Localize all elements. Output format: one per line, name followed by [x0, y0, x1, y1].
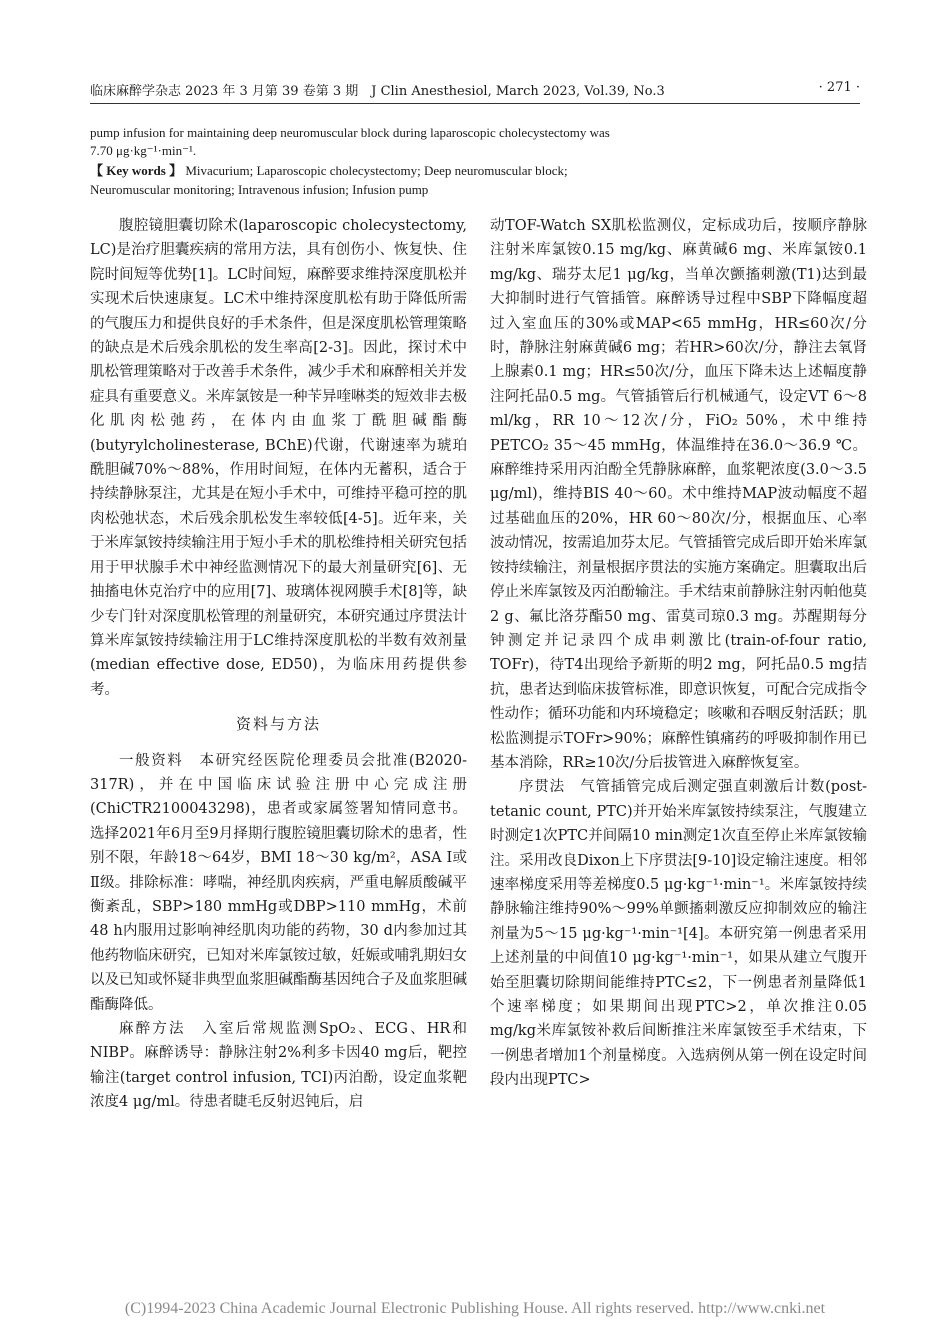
keywords-line	[90, 162, 810, 180]
header-rule	[90, 103, 860, 104]
right-column	[490, 214, 867, 1093]
abstract-line: pump infusion for maintaining deep neuromuscular block during laparoscopic cholecystectomy was	[90, 125, 610, 140]
anesthesia-paragraph: 麻醉方法 入室后常规监测SpO₂、ECG、HR和NIBP。麻醉诱导：静脉注射2%利多卡因40 mg后，靶控输注(target control infusion, TCI)丙泊酚，设定血浆靶浓度4 μg/ml。待患者睫毛反射迟钝后，启	[90, 1021, 467, 1111]
intro-paragraph: 腹腔镜胆囊切除术(laparoscopic cholecystectomy, LC)是治疗胆囊疾病的常用方法，具有创伤小、恢复快、住院时间短等优势[1]。LC时间短，麻醉要求维持深度肌松并实现术后快速康复。LC术中维持深度肌松有助于降低所需的气腹压力和提供良好的手术条件，但是深度肌松管理策略的缺点是术后残余肌松的发生率高[2-3]。因此，探讨术中肌松管理策略对于改善手术条件，减少手术和麻醉相关并发症具有重要意义。米库氯铵是一种苄异喹啉类的短效非去极化肌肉松弛药，在体内由血浆丁酰胆碱酯酶(butyrylcholinesterase, BChE)代谢，代谢速率为琥珀酰胆碱70%～88%，作用时间短，在体内无蓄积，适合于持续静脉泵注，尤其是在短小手术中，可维持平稳可控的肌肉松弛状态，术后残余肌松发生率较低[4-5]。近年来，关于米库氯铵持续输注用于短小手术的肌松维持相关研究包括用于甲状腺手术中神经监测情况下的最大剂量研究[6]、无抽搐电休克治疗中的应用[7]、玻璃体视网膜手术[8]等，缺少专门针对深度肌松管理的剂量研究，本研究通过序贯法计算米库氯铵持续输注用于LC维持深度肌松的半数有效剂量(median effective dose, ED50)，为临床用药提供参考。	[90, 218, 467, 698]
anesthesia-continued-paragraph: 动TOF-Watch SX肌松监测仪，定标成功后，按顺序静脉注射米库氯铵0.15 mg/kg、麻黄碱6 mg、米库氯铵0.1 mg/kg、瑞芬太尼1 μg/kg，当单次颤搐刺激(T1)达到最大抑制时进行气管插管。麻醉诱导过程中SBP下降幅度超过入室血压的30%或MAP<65 mmHg，HR≤60次/分时，静脉注射麻黄碱6 mg；若HR>60次/分，静注去氧肾上腺素0.1 mg；HR≤50次/分，血压下降未达上述幅度静注阿托品0.5 mg。气管插管后行机械通气，设定VT 6～8 ml/kg，RR 10～12次/分，FiO₂ 50%，术中维持PETCO₂ 35～45 mmHg，体温维持在36.0～36.9 ℃。麻醉维持采用丙泊酚全凭静脉麻醉，血浆靶浓度(3.0～3.5 μg/ml)，维持BIS 40～60。术中维持MAP波动幅度不超过基础血压的20%，HR 60～80次/分，根据血压、心率波动情况，按需追加芬太尼。气管插管完成后即开始米库氯铵持续输注，剂量根据序贯法的实施方案确定。胆囊取出后停止米库氯铵及丙泊酚输注。手术结束前静脉注射丙帕他莫2 g、氟比洛芬酯50 mg、雷莫司琼0.3 mg。苏醒期每分钟测定并记录四个成串刺激比(train-of-four ratio, TOFr)，待T4出现给予新斯的明2 mg，阿托品0.5 mg拮抗，患者达到临床拔管标准，即意识恢复，可配合完成指令性动作；循环功能和内环境稳定；咳嗽和吞咽反射活跃；肌松监测提示TOFr>90%；麻醉性镇痛药的呼吸抑制作用已基本消除，RR≥10次/分后拔管进入麻醉恢复室。	[490, 218, 867, 771]
copyright-footer: (C)1994-2023 China Academic Journal Electronic Publishing House. All rights reserved. http://www.cnki.net	[124, 1300, 826, 1317]
general-data-paragraph: 一般资料 本研究经医院伦理委员会批准(B2020-317R)，并在中国临床试验注册中心完成注册(ChiCTR2100043298)，患者或家属签署知情同意书。选择2021年6月至9月择期行腹腔镜胆囊切除术的患者，性别不限，年龄18～64岁，BMI 18～30 kg/m²，ASA Ⅰ或Ⅱ级。排除标准：哮喘，神经肌肉疾病，严重电解质酸碱平衡紊乱，SBP>180 mmHg或DBP>110 mmHg，术前48 h内服用过影响神经肌肉功能的药物，30 d内参加过其他药物临床研究，已知对米库氯铵过敏，妊娠或哺乳期妇女以及已知或怀疑非典型血浆胆碱酯酶基因纯合子及血浆胆碱酯酶降低。	[90, 752, 467, 1013]
keywords-label: 【 Key words 】	[90, 163, 183, 178]
page-number: · 271 ·	[818, 80, 860, 95]
keywords-text: Mivacurium; Laparoscopic cholecystectomy; Deep neuromuscular block;	[182, 163, 568, 178]
sequential-method-paragraph: 序贯法 气管插管完成后测定强直刺激后计数(post-tetanic count, PTC)并开始米库氯铵持续泵注，气腹建立时测定1次PTC并间隔10 min测定1次直至停止米库氯铵输注。采用改良Dixon上下序贯法[9-10]设定输注速度。相邻速率梯度采用等差梯度0.5 μg·kg⁻¹·min⁻¹。米库氯铵持续静脉输注维持90%～99%单颤搐刺激反应抑制效应的输注剂量为5～15 μg·kg⁻¹·min⁻¹[4]。本研究第一例患者采用上述剂量的中间值10 μg·kg⁻¹·min⁻¹，如果从建立气腹开始至胆囊切除期间能维持PTC≤2，下一例患者剂量降低1个速率梯度；如果期间出现PTC>2，单次推注0.05 mg/kg米库氯铵补救后间断推注米库氯铵至手术结束，下一例患者增加1个剂量梯度。入选病例从第一例在设定时间段内出现PTC>	[490, 779, 867, 1089]
journal-citation: 临床麻醉学杂志 2023 年 3 月第 39 卷第 3 期 J Clin Anesthesiol, March 2023, Vol.39, No.3	[90, 84, 665, 99]
keywords-line-2: Neuromuscular monitoring; Intravenous infusion; Infusion pump	[90, 182, 429, 197]
left-column	[90, 214, 467, 1115]
abstract-result: 7.70 μg·kg⁻¹·min⁻¹.	[90, 143, 197, 158]
section-title: 资料与方法	[235, 715, 321, 734]
